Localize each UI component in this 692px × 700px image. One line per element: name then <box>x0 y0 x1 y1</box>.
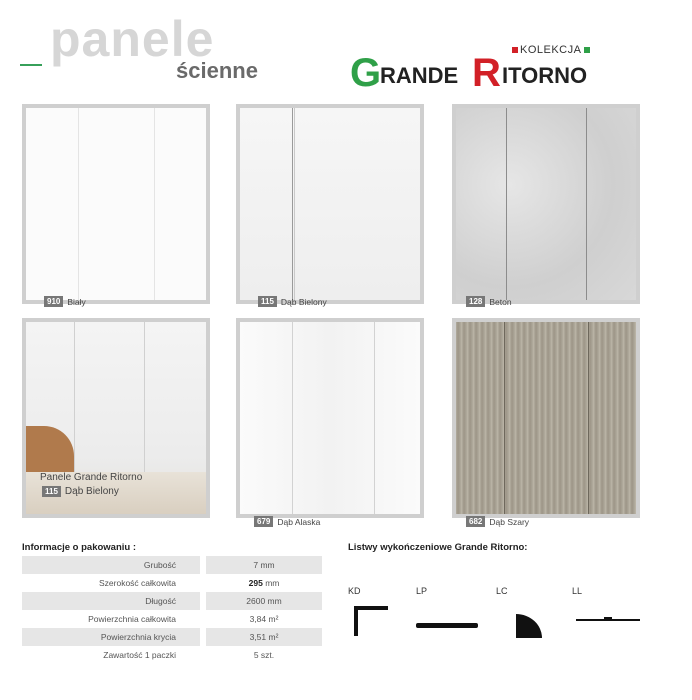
color-name: Biały <box>67 296 86 307</box>
color-name: Dąb Szary <box>489 516 530 527</box>
trim-label-ll: LL <box>572 586 583 596</box>
color-name: Dąb Bielony <box>64 486 119 497</box>
title-accent-dash <box>20 64 42 66</box>
table-row <box>22 610 322 628</box>
quarter-round-profile-icon <box>514 612 544 645</box>
panel-seam <box>374 322 375 514</box>
room-photo <box>22 318 210 518</box>
logo-grande-text: RANDE <box>380 63 459 88</box>
panel-seam <box>588 322 589 514</box>
color-code-badge: 115 <box>258 296 277 307</box>
color-code-badge: 128 <box>466 296 485 307</box>
svg-text:R: R <box>472 51 501 92</box>
row-value: 7 mm <box>206 556 322 574</box>
table-row <box>22 592 322 610</box>
color-name: Beton <box>489 296 512 307</box>
table-row <box>22 646 322 664</box>
swatch-bialy <box>22 104 210 304</box>
panel-seam <box>586 108 587 300</box>
page-subtitle: ścienne <box>176 58 258 83</box>
panel-seam <box>78 108 79 300</box>
photo-caption-line2 <box>42 486 119 497</box>
swatch-caption <box>44 296 86 307</box>
photo-caption-line1: Panele Grande Ritorno <box>40 472 143 483</box>
table-row <box>22 574 322 592</box>
svg-text:G: G <box>350 51 382 92</box>
swatch-dab-bielony <box>236 104 424 304</box>
trim-label-kd: KD <box>348 586 361 596</box>
row-label: Powierzchnia krycia <box>22 628 200 646</box>
page-title: panele <box>50 11 215 67</box>
angle-profile-icon <box>354 606 390 641</box>
swatch-caption <box>466 516 529 527</box>
thin-flat-profile-icon <box>576 612 640 630</box>
logo-ritorno-text: ITORNO <box>502 63 588 88</box>
color-code-badge: 682 <box>466 516 485 527</box>
swatch-caption <box>258 296 327 307</box>
row-label: Zawartość 1 paczki <box>103 650 176 660</box>
swatch-dab-szary <box>452 318 640 518</box>
trim-label-lc: LC <box>496 586 508 596</box>
color-name: Dąb Bielony <box>280 296 327 307</box>
panel-seam <box>294 108 295 300</box>
table-row <box>22 628 322 646</box>
swatch-caption <box>466 296 512 307</box>
panel-seam <box>292 322 293 514</box>
panel-seam <box>292 108 293 300</box>
color-name: Dąb Alaska <box>277 516 321 527</box>
row-label: Powierzchnia całkowita <box>88 614 176 624</box>
trims-title: Listwy wykończeniowe Grande Ritorno: <box>348 542 528 553</box>
panel-seam <box>154 108 155 300</box>
packaging-table <box>22 556 322 664</box>
color-code-badge: 115 <box>42 486 61 497</box>
row-label: Długość <box>22 592 200 610</box>
row-label: Szerokość całkowita <box>98 578 176 588</box>
panel-seam <box>506 108 507 300</box>
swatch-beton <box>452 104 640 304</box>
brand-logo <box>350 50 610 92</box>
trim-label-lp: LP <box>416 586 428 596</box>
row-value: 5 szt. <box>253 650 275 660</box>
row-value: 295 mm <box>248 578 280 588</box>
swatch-caption <box>254 516 320 527</box>
swatch-dab-alaska <box>236 318 424 518</box>
flat-profile-icon <box>416 618 478 636</box>
packaging-title: Informacje o pakowaniu : <box>22 542 137 553</box>
color-code-badge: 910 <box>44 296 63 307</box>
rug-shape <box>26 426 74 476</box>
table-row <box>22 556 322 574</box>
panel-seam <box>504 322 505 514</box>
row-label: Grubość <box>22 556 200 574</box>
row-value: 2600 mm <box>206 592 322 610</box>
row-value: 3,51 m² <box>206 628 322 646</box>
color-code-badge: 679 <box>254 516 273 527</box>
logo-kolekcja: KOLEKCJA <box>520 44 582 56</box>
row-value: 3,84 m² <box>249 614 279 624</box>
